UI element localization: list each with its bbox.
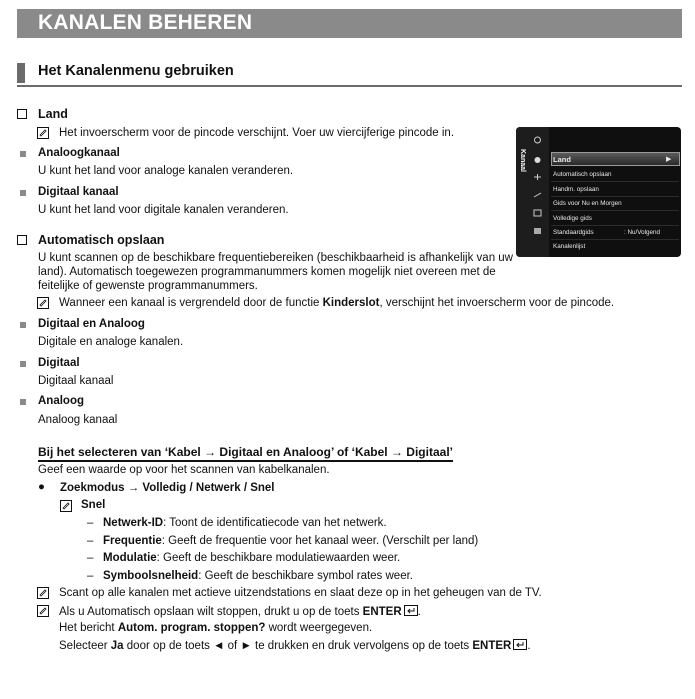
digital-text: U kunt het land voor digitale kanalen veranderen.	[38, 204, 289, 216]
section-header	[17, 58, 682, 87]
dash-icon: –	[87, 570, 94, 582]
note-icon	[37, 127, 49, 139]
menu-arrow-icon: ▶	[666, 156, 672, 163]
kabel-note-4: Selecteer Ja door op de toets ◄ of ► te drukken en druk vervolgens op de toets ENTER .	[59, 640, 531, 652]
channel-icon	[533, 173, 542, 181]
checkbox-icon	[17, 109, 27, 119]
item-text: : Geeft de beschikbare symbol rates weer.	[198, 570, 413, 582]
auto-note-text-end: , verschijnt het invoerscherm voor de pincode.	[379, 297, 615, 309]
note-text-end: wordt weergegeven.	[265, 622, 373, 634]
land-note: Het invoerscherm voor de pincode verschijnt. Voer uw viercijferige pincode in.	[59, 127, 455, 139]
menu-divider	[551, 181, 679, 182]
page-title: KANALEN BEHEREN	[38, 11, 253, 34]
menu-guide-value: : Nu/Volgend	[624, 229, 661, 236]
menu-divider	[551, 225, 679, 226]
bullet-square-icon	[20, 399, 26, 405]
auto-note	[59, 297, 614, 309]
note-text: Het bericht	[59, 622, 118, 634]
enter-key-icon	[513, 639, 527, 650]
menu-item-full-guide[interactable]: Volledige gids	[553, 215, 592, 222]
da-heading: Digitaal en Analoog	[38, 318, 145, 330]
enter-key-icon	[404, 605, 418, 616]
dash-icon: –	[87, 552, 94, 564]
menu-item-auto[interactable]: Automatisch opslaan	[553, 171, 612, 178]
bullet-square-icon	[20, 322, 26, 328]
enter-label: ENTER	[362, 606, 402, 618]
kabel-item	[103, 570, 413, 582]
menu-item-manual[interactable]: Handm. opslaan	[553, 186, 599, 193]
item-text: : Geeft de frequentie voor het kanaal weer. (Verschilt per land)	[161, 535, 479, 547]
auto-text-2: land). Automatisch toegewezen programmanummers komen mogelijk niet overeen met de	[38, 266, 496, 278]
menu-item-land[interactable]: Land	[553, 155, 571, 164]
section-marker	[17, 63, 25, 83]
checkbox-icon	[17, 235, 27, 245]
da-text: Digitale en analoge kanalen.	[38, 336, 184, 348]
sound-icon	[533, 156, 542, 164]
bullet-square-icon	[20, 361, 26, 367]
note-text: Als u Automatisch opslaan wilt stoppen, drukt u op de toets	[59, 606, 363, 618]
snel-heading: Snel	[81, 499, 106, 511]
item-text: : Toont de identificatiecode van het netwerk.	[163, 517, 387, 529]
note-text: Selecteer	[59, 640, 111, 652]
section-title: Het Kanalenmenu gebruiken	[38, 63, 234, 79]
a-text: Analoog kanaal	[38, 414, 118, 426]
kabel-note-2: Als u Automatisch opslaan wilt stoppen, drukt u op de toets ENTER .	[59, 606, 421, 618]
land-heading: Land	[38, 107, 68, 121]
auto-text-1: U kunt scannen op de beschikbare frequentiebereiken (beschikbaarheid is afhankelijk van uw	[38, 252, 513, 264]
enter-label: ENTER	[472, 640, 512, 652]
zoekmodus: Zoekmodus → Volledig / Netwerk / Snel	[60, 482, 275, 494]
menu-divider	[551, 239, 679, 240]
tv-channel-menu	[516, 127, 681, 257]
auto-heading: Automatisch opslaan	[38, 233, 165, 247]
picture-icon	[533, 136, 542, 144]
bullet-square-icon	[20, 190, 26, 196]
d-heading: Digitaal	[38, 357, 80, 369]
kinderslot-label: Kinderslot	[322, 297, 380, 309]
note-icon	[37, 587, 49, 599]
kabel-heading: Bij het selecteren van ‘Kabel → Digitaal en Analoog’ of ‘Kabel → Digitaal’	[38, 445, 453, 462]
application-icon	[533, 227, 542, 235]
item-label: Symboolsnelheid	[103, 570, 199, 582]
analog-text: U kunt het land voor analoge kanalen veranderen.	[38, 165, 294, 177]
note-text-mid: door op de toets ◄ of ► te drukken en druk vervolgens op de toets	[123, 640, 473, 652]
note-icon	[37, 605, 49, 617]
kabel-intro: Geef een waarde op voor het scannen van kabelkanalen.	[38, 464, 330, 476]
kabel-item	[103, 552, 400, 564]
menu-item-standard-guide[interactable]: Standaardgids	[553, 229, 594, 236]
dash-icon: –	[87, 517, 94, 529]
title-bar	[17, 9, 682, 38]
kabel-note-1: Scant op alle kanalen met actieve uitzendstations en slaat deze op in het geheugen van de TV.	[59, 587, 542, 599]
item-label: Netwerk-ID	[103, 517, 164, 529]
note-icon	[37, 297, 49, 309]
bullet-dot-icon: ●	[38, 481, 45, 493]
kabel-note-3	[59, 622, 372, 634]
note-icon	[60, 500, 72, 512]
d-text: Digitaal kanaal	[38, 375, 114, 387]
a-heading: Analoog	[38, 395, 84, 407]
menu-side-label: Kanaal	[519, 149, 526, 172]
kabel-item	[103, 535, 478, 547]
stop-message: Autom. program. stoppen?	[117, 622, 266, 634]
menu-item-channel-list[interactable]: Kanalenlijst	[553, 243, 586, 250]
auto-note-text: Wanneer een kanaal is vergrendeld door de functie	[59, 297, 323, 309]
auto-text-3: feitelijke of gewenste programmanummers.	[38, 280, 258, 292]
dash-icon: –	[87, 535, 94, 547]
setup-icon	[533, 191, 542, 199]
menu-divider	[551, 210, 679, 211]
item-label: Modulatie	[103, 552, 157, 564]
menu-item-guide-now[interactable]: Gids voor Nu en Morgen	[553, 200, 622, 207]
kabel-item	[103, 517, 387, 529]
bullet-square-icon	[20, 151, 26, 157]
digital-heading: Digitaal kanaal	[38, 186, 119, 198]
input-icon	[533, 209, 542, 217]
item-label: Frequentie	[103, 535, 162, 547]
item-text: : Geeft de beschikbare modulatiewaarden weer.	[156, 552, 401, 564]
menu-divider	[551, 196, 679, 197]
analog-heading: Analoogkanaal	[38, 147, 120, 159]
ja-label: Ja	[110, 640, 124, 652]
